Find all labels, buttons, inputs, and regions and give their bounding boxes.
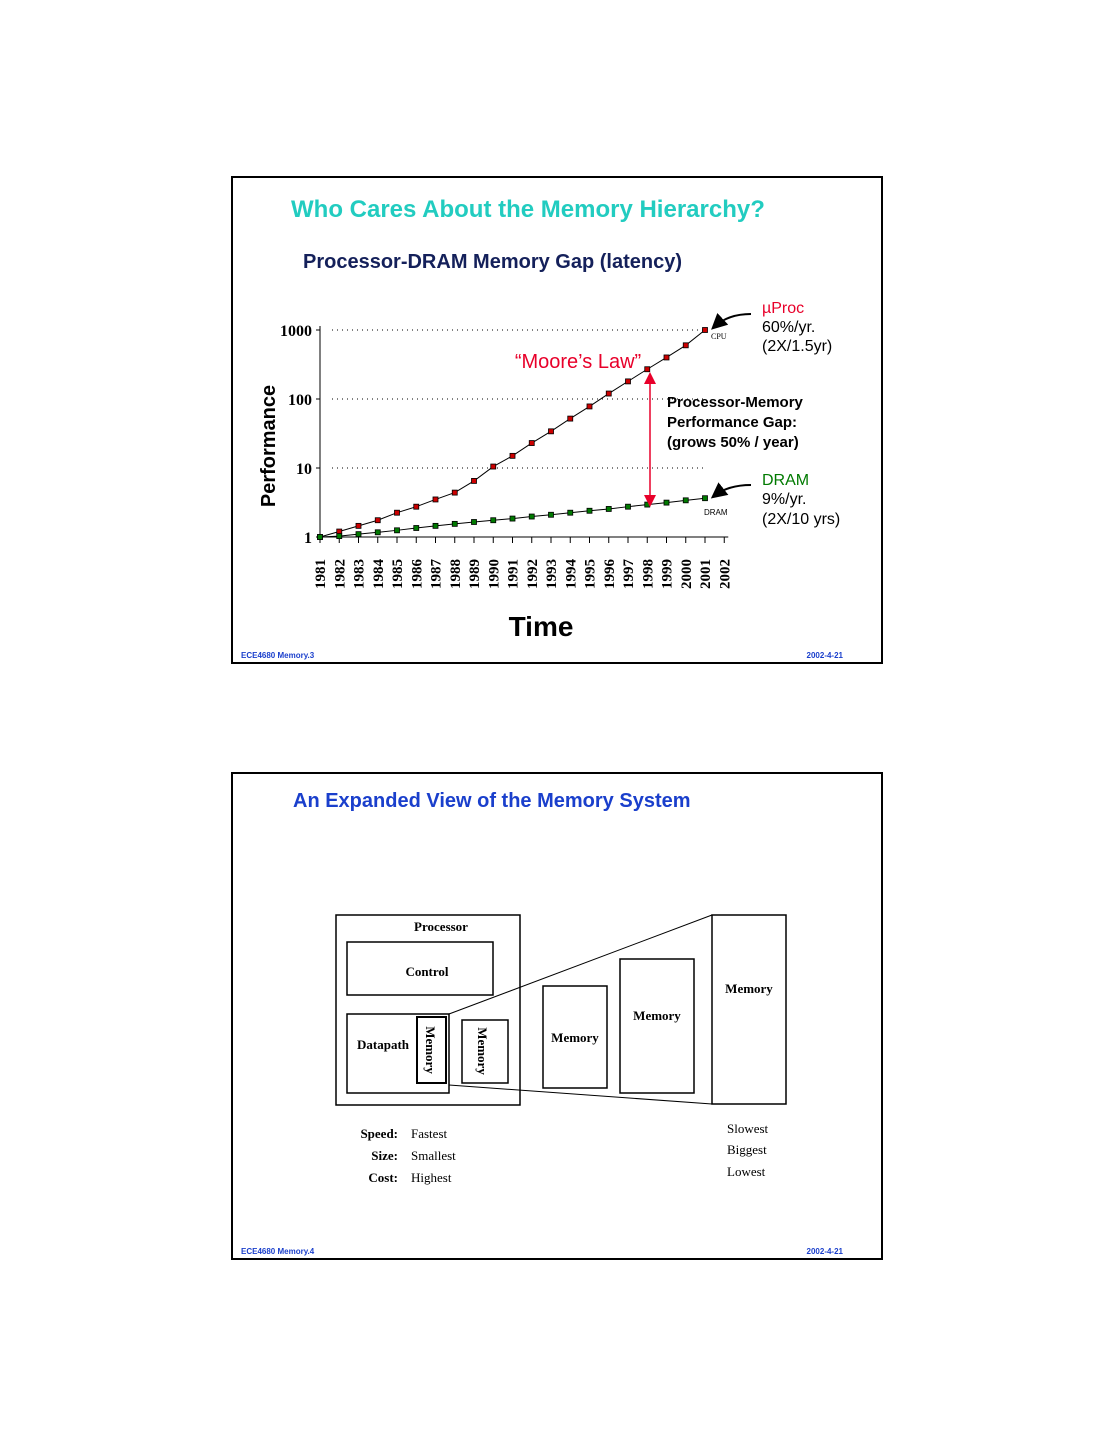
data-point-dram <box>510 516 515 521</box>
control-label: Control <box>405 964 449 979</box>
x-tick-label: 1989 <box>467 559 483 589</box>
data-point-cpu <box>472 478 477 483</box>
memory-box-l3 <box>620 959 694 1093</box>
data-point-cpu <box>529 441 534 446</box>
memory-label-l3: Memory <box>633 1008 681 1023</box>
gap-label-line3: (grows 50% / year) <box>667 434 799 451</box>
dram-rule: (2X/10 yrs) <box>762 511 841 528</box>
data-point-dram <box>587 508 592 513</box>
y-tick-label: 100 <box>288 392 312 409</box>
size-label: Size: <box>371 1148 398 1163</box>
register-memory-label: Memory <box>423 1026 438 1074</box>
memory-label-l4: Memory <box>725 981 773 996</box>
dram-series-label: DRAM <box>704 508 728 517</box>
data-point-cpu <box>683 343 688 348</box>
x-tick-label: 1999 <box>659 559 676 589</box>
data-point-cpu <box>549 429 554 434</box>
x-tick-label: 1986 <box>409 559 426 589</box>
memory-hierarchy-diagram <box>233 774 881 1258</box>
cost-label: Cost: <box>368 1170 398 1185</box>
uproc-rule: (2X/1.5yr) <box>762 338 833 355</box>
footer-right: 2002-4-21 <box>806 651 843 660</box>
gap-label-line1: Processor-Memory <box>667 394 803 411</box>
y-tick-label: 1000 <box>280 323 312 340</box>
data-point-cpu <box>606 391 611 396</box>
x-tick-label: 1983 <box>351 559 368 589</box>
y-tick-label: 10 <box>296 461 312 478</box>
x-tick-label: 2001 <box>698 559 714 589</box>
footer-left: ECE4680 Memory.3 <box>241 651 315 660</box>
data-point-dram <box>549 512 554 517</box>
uproc-rate: 60%/yr. <box>762 319 816 336</box>
perspective-line-top <box>449 915 712 1014</box>
data-point-cpu <box>645 367 650 372</box>
cache-memory-label: Memory <box>475 1027 490 1075</box>
data-point-dram <box>529 514 534 519</box>
x-tick-label: 1995 <box>582 559 599 589</box>
cpu-series-label: CPU <box>711 332 727 341</box>
performance-chart <box>233 178 881 662</box>
data-point-cpu <box>568 416 573 421</box>
footer-right: 2002-4-21 <box>806 1247 843 1256</box>
moores-law-label: “Moore’s Law” <box>514 351 642 373</box>
data-point-dram <box>606 506 611 511</box>
data-point-dram <box>318 535 323 540</box>
x-tick-label: 1998 <box>640 559 657 589</box>
data-point-cpu <box>703 328 708 333</box>
dram-pointer-arrow <box>714 485 751 496</box>
data-point-cpu <box>375 518 380 523</box>
data-point-dram <box>683 498 688 503</box>
footer-left: ECE4680 Memory.4 <box>241 1247 315 1256</box>
data-point-cpu <box>491 464 496 469</box>
x-tick-label: 1985 <box>390 559 406 589</box>
data-point-cpu <box>395 510 400 515</box>
data-point-dram <box>395 528 400 533</box>
y-axis-label: Performance <box>258 384 280 508</box>
memory-box-l4 <box>712 915 786 1104</box>
x-tick-label: 2000 <box>678 559 695 589</box>
size-biggest: Biggest <box>727 1142 767 1157</box>
uproc-name: µProc <box>762 300 805 317</box>
data-point-cpu <box>356 523 361 528</box>
speed-label: Speed: <box>360 1126 398 1141</box>
data-point-dram <box>703 496 708 501</box>
slide-title: An Expanded View of the Memory System <box>293 790 691 812</box>
data-point-dram <box>472 519 477 524</box>
cost-highest: Highest <box>411 1170 452 1185</box>
slide-memory-gap <box>231 176 883 664</box>
data-point-dram <box>645 502 650 507</box>
data-point-dram <box>375 530 380 535</box>
x-tick-label: 1996 <box>601 559 618 589</box>
speed-slowest: Slowest <box>727 1121 769 1136</box>
data-point-dram <box>664 500 669 505</box>
x-tick-label: 1984 <box>370 559 387 589</box>
chart-title: Processor-DRAM Memory Gap (latency) <box>303 251 682 273</box>
x-tick-label: 1981 <box>313 559 329 589</box>
processor-label: Processor <box>414 919 468 934</box>
data-point-cpu <box>664 355 669 360</box>
x-tick-label: 1991 <box>505 559 522 589</box>
x-tick-label: 1988 <box>447 559 464 589</box>
data-point-dram <box>433 523 438 528</box>
y-tick-label: 1 <box>304 530 312 547</box>
x-tick-label: 1993 <box>544 559 560 589</box>
uproc-pointer-arrow <box>714 314 751 327</box>
data-point-dram <box>626 504 631 509</box>
data-point-dram <box>452 521 457 526</box>
data-point-dram <box>568 510 573 515</box>
data-point-cpu <box>433 497 438 502</box>
x-tick-label: 1994 <box>563 559 580 589</box>
size-smallest: Smallest <box>411 1148 456 1163</box>
memory-label-l2: Memory <box>551 1030 599 1045</box>
x-tick-label: 1982 <box>332 559 349 589</box>
x-axis-label: Time <box>508 611 574 642</box>
x-tick-label: 2002 <box>717 559 734 589</box>
slide-memory-system <box>231 772 883 1260</box>
data-point-dram <box>414 526 419 531</box>
dram-rate: 9%/yr. <box>762 491 807 508</box>
slide-title: Who Cares About the Memory Hierarchy? <box>291 196 765 223</box>
data-point-cpu <box>414 504 419 509</box>
gap-label-line2: Performance Gap: <box>667 414 798 431</box>
data-point-cpu <box>510 453 515 458</box>
speed-fastest: Fastest <box>411 1126 448 1141</box>
x-tick-label: 1990 <box>486 559 503 589</box>
dram-name: DRAM <box>762 472 810 489</box>
data-point-dram <box>356 532 361 537</box>
x-tick-label: 1997 <box>621 559 637 589</box>
cost-lowest: Lowest <box>727 1164 766 1179</box>
datapath-label: Datapath <box>357 1037 410 1052</box>
data-point-cpu <box>626 379 631 384</box>
data-point-dram <box>491 518 496 523</box>
data-point-cpu <box>452 490 457 495</box>
x-tick-label: 1987 <box>428 559 445 589</box>
x-tick-label: 1992 <box>524 559 541 589</box>
data-point-cpu <box>587 404 592 409</box>
data-point-dram <box>337 534 342 539</box>
